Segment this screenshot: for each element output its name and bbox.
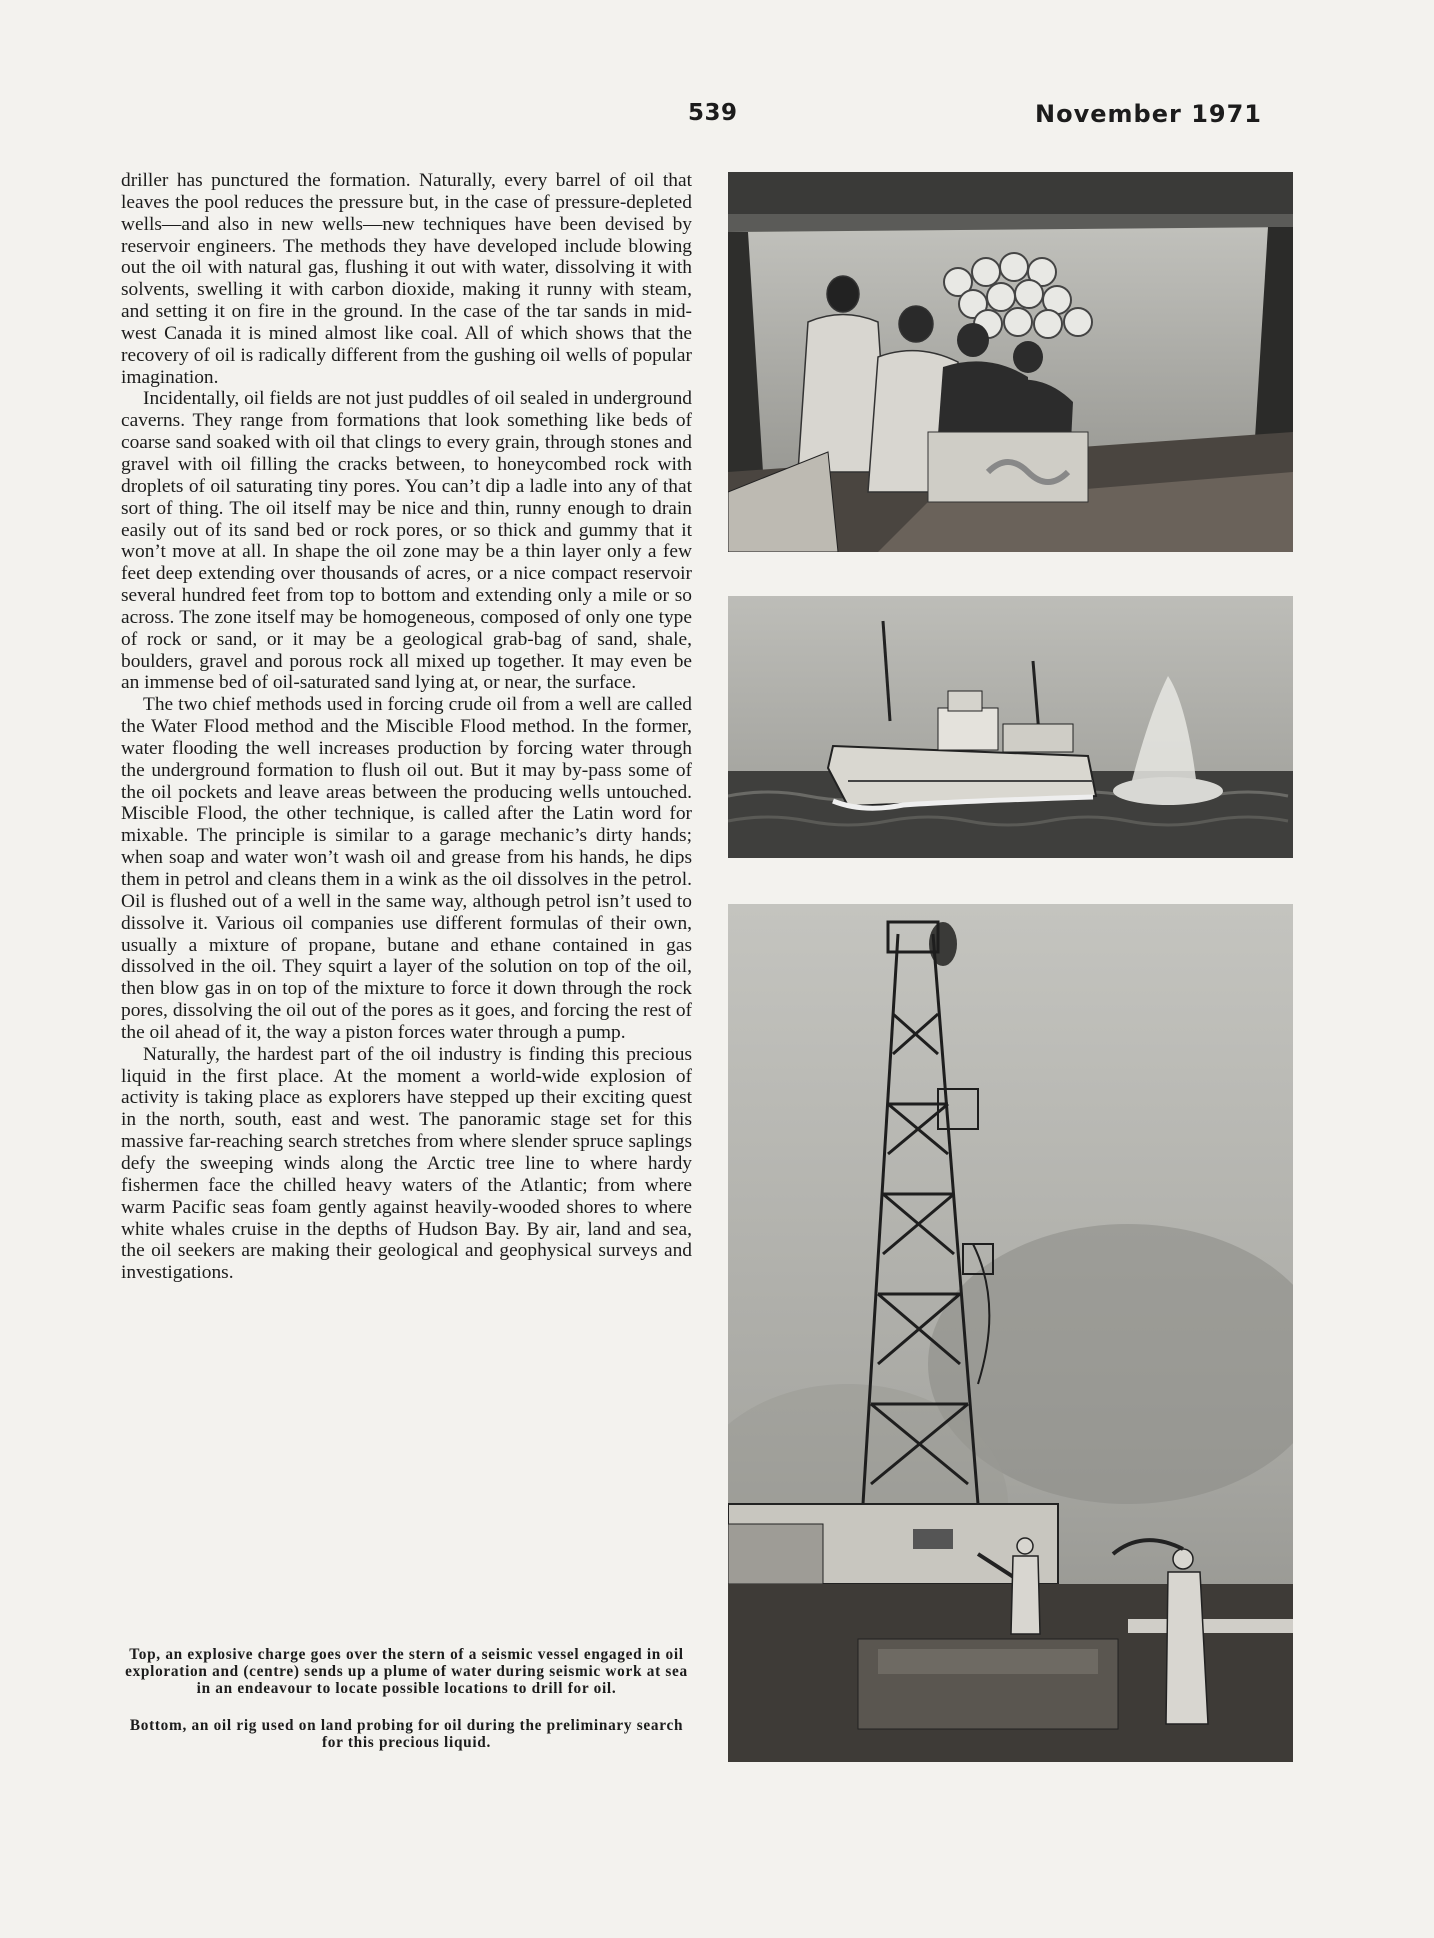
paragraph: Incidentally, oil fields are not just puddles of oil sealed in underground caverns. They range from formations that look something like beds of coarse sand soaked with oil that clings to every grain, through stones and gravel with oil filling the cracks between, to honeycombed rock with droplets of oil saturating tiny pores. You can’t dip a ladle into any of that sort of thing. The oil itself may be nice and thin, runny enough to drain easily out of its sand bed or rock pores, or so thick and gummy that it won’t move at all. In shape the oil zone may be a thin layer only a few feet deep extending over thousands of acres, or a nice compact reservoir several hundred feet from top to bottom and extending only a mile or so across. The zone itself may be homogeneous, composed of only one type of rock or sand, or it may be a geological grab-bag of sand, shale, boulders, gravel and porous rock all mixed up together. It may even be an immense bed of oil-saturated sand lying at, or near, the surface. [121,388,692,694]
page-number: 539 [688,100,738,126]
photo-captions [121,1646,692,1751]
issue-date: November 1971 [1035,100,1262,128]
paragraph: Naturally, the hardest part of the oil industry is finding this precious liquid in the first place. At the moment a world-wide explosion of activity is taking place as explorers have stepped up their exciting quest in the north, south, east and west. The panoramic stage set for this massive far-reaching search stretches from where slender spruce saplings defy the sweeping winds along the Arctic tree line to where hardy fishermen face the chilled heavy waters of the Atlantic; from where warm Pacific seas foam gently against heavily-wooded shores to where white whales cruise in the depths of Hudson Bay. By air, land and sea, the oil seekers are making their geological and geophysical surveys and investigations. [121,1043,692,1284]
land-oil-rig-photo [728,904,1293,1762]
caption-top-centre: Top, an explosive charge goes over the stern of a seismic vessel engaged in oil exploration and (centre) sends up a plume of water during seismic work at sea in an endeavour to locate possible locations to drill for oil. [125,1646,688,1697]
paragraph: driller has punctured the formation. Naturally, every barrel of oil that leaves the pool reduces the pressure but, in the case of pressure-depleted wells—and also in new wells—new techniques have been devised by reservoir engineers. The methods they have developed include blowing out the oil with natural gas, flushing it out with water, dissolving it with solvents, swelling it with carbon dioxide, making it runny with steam, and setting it on fire in the ground. In the case of the tar sands in mid-west Canada it is mined almost like coal. All of which shows that the recovery of oil is radically different from the gushing oil wells of popular imagination. [121,170,692,388]
seismic-vessel-plume-photo [728,596,1293,858]
article-body [121,170,692,1284]
seismic-vessel-stern-photo [728,172,1293,552]
caption-bottom: Bottom, an oil rig used on land probing for oil during the preliminary search for this precious liquid. [129,1717,684,1751]
paragraph: The two chief methods used in forcing crude oil from a well are called the Water Flood method and the Miscible Flood method. In the former, water flooding the well increases production by forcing water through the underground formation to flush oil out. But it may by-pass some of the oil pockets and leave areas between the producing wells untouched. Miscible Flood, the other technique, is called after the Latin word for mixable. The principle is similar to a garage mechanic’s dirty hands; when soap and water won’t wash oil and grease from his hands, he dips them in petrol and cleans them in a wink as the oil dissolves in the petrol. Oil is flushed out of a well in the same way, although petrol isn’t used to dissolve it. Various oil companies use different formulas of their own, usually a mixture of propane, butane and ethane contained in gas dissolved in the oil. They squirt a layer of the solution on top of the oil, then blow gas in on top of the mixture to force it down through the rock pores, dissolving the oil out of the pores as it goes, and forcing the rest of the oil ahead of it, the way a piston forces water through a pump. [121,694,692,1043]
